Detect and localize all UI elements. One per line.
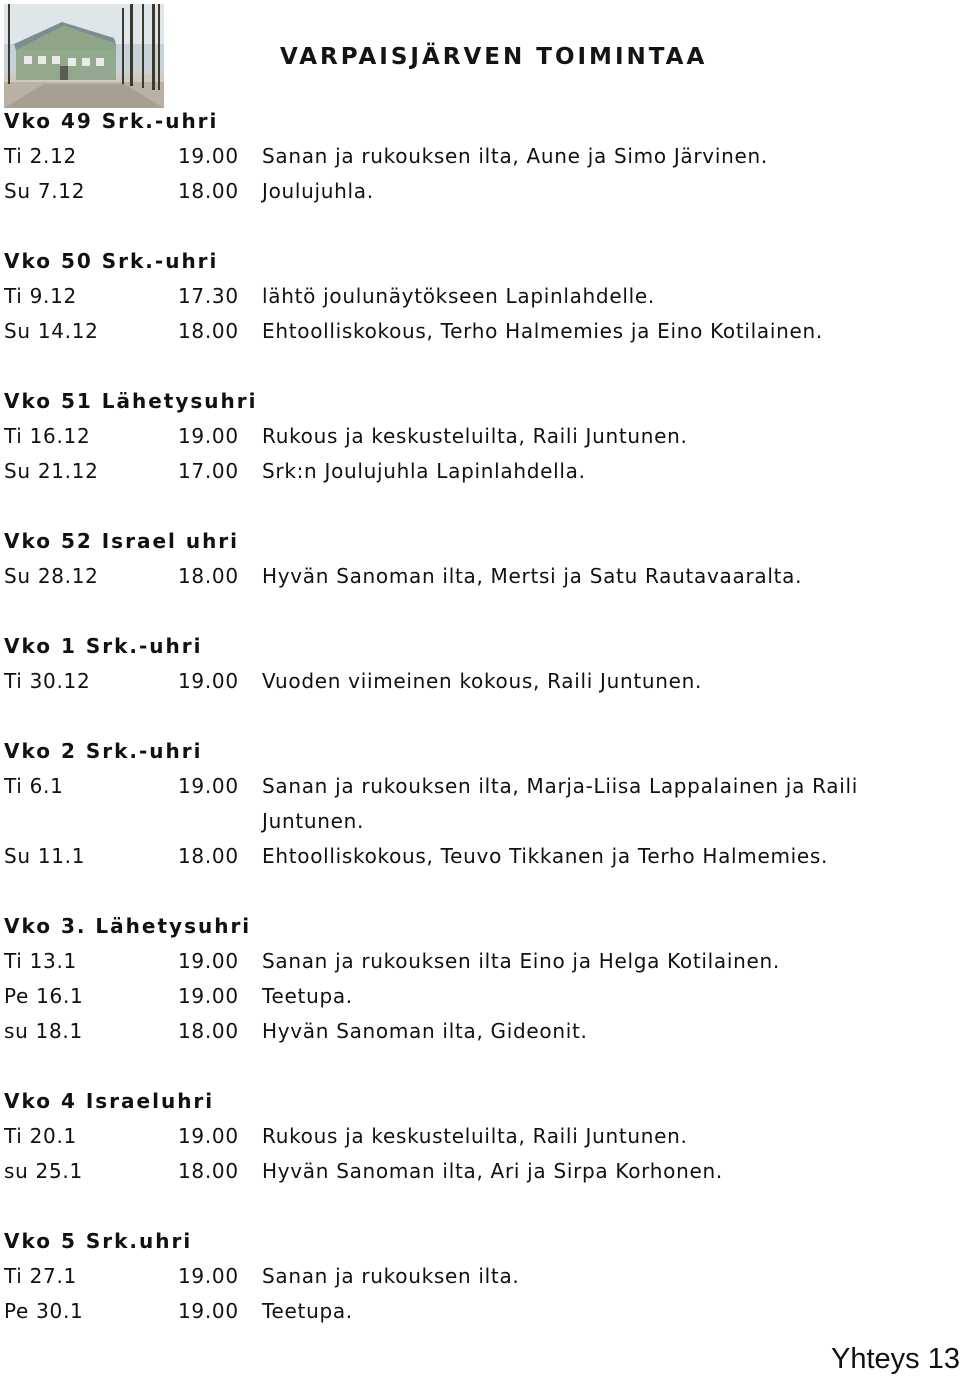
event-row: [4, 1119, 944, 1154]
event-description: Joulujuhla.: [262, 179, 374, 203]
event-row: [4, 174, 944, 209]
event-time: 19.00: [178, 984, 239, 1008]
week-2: [4, 734, 944, 874]
event-date: Ti 20.1: [4, 1124, 77, 1148]
event-date: Su 21.12: [4, 459, 99, 483]
event-date: su 18.1: [4, 1019, 83, 1043]
event-time: 17.00: [178, 459, 239, 483]
week-header: Vko 4 Israeluhri: [4, 1089, 215, 1113]
event-date: Su 11.1: [4, 844, 86, 868]
week-52: [4, 524, 944, 594]
week-header: Vko 5 Srk.uhri: [4, 1229, 193, 1253]
event-description: Ehtoolliskokous, Teuvo Tikkanen ja Terho Halmemies.: [262, 844, 829, 868]
event-time: 18.00: [178, 844, 239, 868]
event-description: Sanan ja rukouksen ilta Eino ja Helga Kotilainen.: [262, 949, 780, 973]
event-row: [4, 769, 944, 839]
event-time: 18.00: [178, 1159, 239, 1183]
week-header: Vko 3. Lähetysuhri: [4, 914, 252, 938]
week-header: Vko 51 Lähetysuhri: [4, 389, 258, 413]
event-row: [4, 664, 944, 699]
week-51: [4, 384, 944, 489]
week-4: [4, 1084, 944, 1189]
event-row: [4, 979, 944, 1014]
event-description: Sanan ja rukouksen ilta.: [262, 1264, 520, 1288]
event-description: Srk:n Joulujuhla Lapinlahdella.: [262, 459, 586, 483]
event-description: Sanan ja rukouksen ilta, Aune ja Simo Järvinen.: [262, 144, 768, 168]
event-time: 19.00: [178, 774, 239, 798]
event-time: 18.00: [178, 179, 239, 203]
event-description: Hyvän Sanoman ilta, Gideonit.: [262, 1019, 588, 1043]
week-50: [4, 244, 944, 349]
week-3: [4, 909, 944, 1049]
event-date: Pe 16.1: [4, 984, 84, 1008]
event-date: Ti 6.1: [4, 774, 64, 798]
event-date: Ti 2.12: [4, 144, 77, 168]
event-date: Su 28.12: [4, 564, 99, 588]
event-description: lähtö joulunäytökseen Lapinlahdelle.: [262, 284, 655, 308]
page-footer: Yhteys 13: [831, 1343, 960, 1375]
event-time: 19.00: [178, 669, 239, 693]
event-description: Rukous ja keskusteluilta, Raili Juntunen.: [262, 424, 688, 448]
event-date: Su 7.12: [4, 179, 86, 203]
event-date: Ti 27.1: [4, 1264, 77, 1288]
event-row: [4, 1014, 944, 1049]
week-header: Vko 2 Srk.-uhri: [4, 739, 203, 763]
event-time: 18.00: [178, 1019, 239, 1043]
event-time: 19.00: [178, 1124, 239, 1148]
event-description: Sanan ja rukouksen ilta, Marja-Liisa Lappalainen ja Raili Juntunen.: [262, 774, 858, 833]
event-date: Su 14.12: [4, 319, 99, 343]
event-time: 17.30: [178, 284, 239, 308]
event-row: [4, 279, 944, 314]
schedule: [4, 104, 944, 1364]
event-date: su 25.1: [4, 1159, 83, 1183]
church-house-image: [4, 4, 164, 108]
event-row: [4, 314, 944, 349]
event-description: Hyvän Sanoman ilta, Ari ja Sirpa Korhonen.: [262, 1159, 723, 1183]
event-date: Ti 30.12: [4, 669, 91, 693]
event-row: [4, 419, 944, 454]
week-49: [4, 104, 944, 209]
event-row: [4, 944, 944, 979]
event-time: 19.00: [178, 424, 239, 448]
event-row: [4, 1294, 944, 1329]
event-time: 18.00: [178, 564, 239, 588]
event-date: Ti 13.1: [4, 949, 77, 973]
event-row: [4, 839, 944, 874]
page-title: VARPAISJÄRVEN TOIMINTAA: [280, 44, 708, 70]
event-date: Pe 30.1: [4, 1299, 84, 1323]
event-date: Ti 16.12: [4, 424, 91, 448]
event-row: [4, 139, 944, 174]
week-header: Vko 1 Srk.-uhri: [4, 634, 203, 658]
event-time: 19.00: [178, 949, 239, 973]
event-description: Hyvän Sanoman ilta, Mertsi ja Satu Rautavaaralta.: [262, 564, 803, 588]
event-description: Teetupa.: [262, 984, 353, 1008]
event-description: Ehtoolliskokous, Terho Halmemies ja Eino Kotilainen.: [262, 319, 823, 343]
event-row: [4, 454, 944, 489]
event-time: 18.00: [178, 319, 239, 343]
event-description: Vuoden viimeinen kokous, Raili Juntunen.: [262, 669, 703, 693]
event-time: 19.00: [178, 144, 239, 168]
event-description: Rukous ja keskusteluilta, Raili Juntunen.: [262, 1124, 688, 1148]
week-header: Vko 52 Israel uhri: [4, 529, 240, 553]
week-1: [4, 629, 944, 699]
week-5: [4, 1224, 944, 1329]
week-header: Vko 49 Srk.-uhri: [4, 109, 219, 133]
week-header: Vko 50 Srk.-uhri: [4, 249, 219, 273]
event-date: Ti 9.12: [4, 284, 77, 308]
event-row: [4, 1154, 944, 1189]
event-row: [4, 1259, 944, 1294]
event-row: [4, 559, 944, 594]
church-house-photo: [4, 4, 164, 108]
event-description: Teetupa.: [262, 1299, 353, 1323]
event-time: 19.00: [178, 1264, 239, 1288]
event-time: 19.00: [178, 1299, 239, 1323]
